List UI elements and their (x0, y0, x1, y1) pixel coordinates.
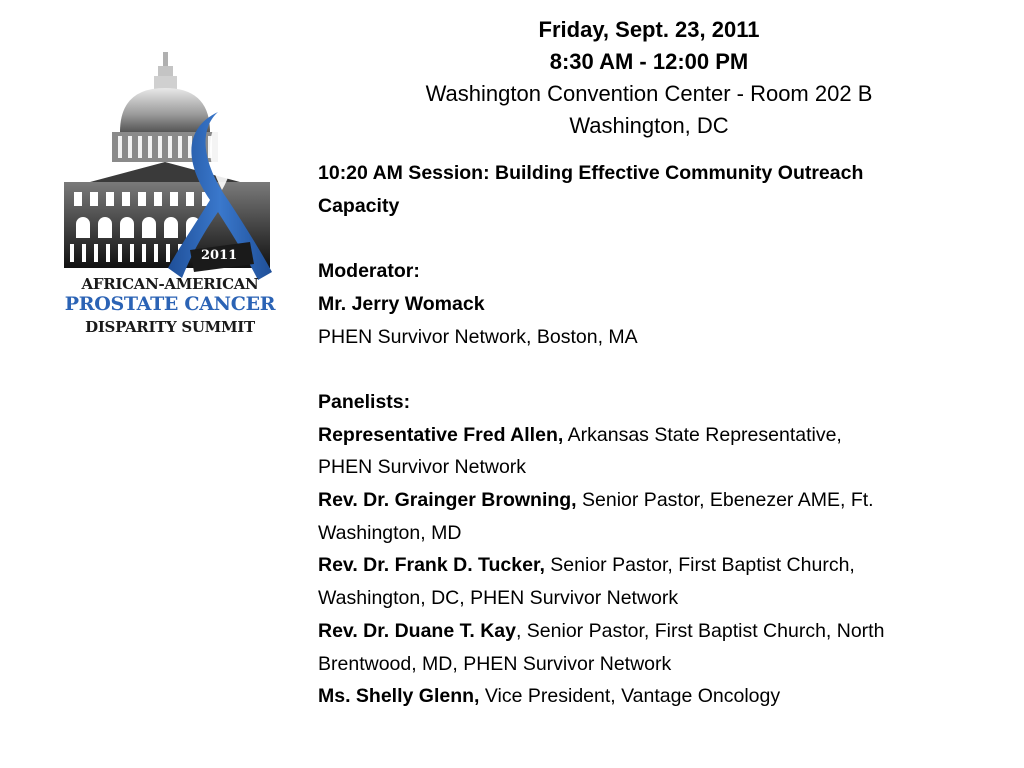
logo-text-line1: AFRICAN-AMERICAN (81, 275, 259, 293)
dome-shape (120, 88, 210, 132)
panelist-entry (318, 549, 1008, 582)
event-time: 8:30 AM - 12:00 PM (549, 49, 749, 74)
logo-text-line2: PROSTATE CANCER (64, 293, 276, 315)
moderator-name: Mr. Jerry Womack (318, 292, 485, 315)
panelist-name: Ms. Shelly Glenn, (318, 685, 480, 708)
panelist-name: Rev. Dr. Grainger Browning, (318, 489, 577, 511)
panelist-affiliation-cont: Brentwood, MD, PHEN Survivor Network (318, 652, 672, 675)
panelist-affiliation: Senior Pastor, First Baptist Church, (544, 554, 855, 577)
panelist-name: Rev. Dr. Duane T. Kay (318, 619, 516, 642)
panelist-entry (318, 419, 1008, 452)
event-venue: Washington Convention Center - Room 202 B (425, 81, 873, 106)
panelist-affiliation-cont: Washington, DC, PHEN Survivor Network (318, 587, 679, 610)
panelist-entry (318, 484, 1008, 517)
panelist-name: Representative Fred Allen, (318, 423, 564, 446)
session-details (318, 157, 1008, 713)
logo-text-line3: DISPARITY SUMMIT (85, 318, 255, 336)
event-city: Washington, DC (569, 113, 729, 138)
panelist-affiliation: Vice President, Vantage Oncology (479, 685, 781, 708)
statue-shape (163, 52, 168, 66)
session-title-line2: Capacity (318, 194, 400, 217)
moderator-heading: Moderator: (318, 260, 420, 283)
summit-logo (50, 50, 290, 340)
panelist-entry (318, 680, 1008, 713)
session-title-line1: 10:20 AM Session: Building Effective Community Outreach (318, 162, 864, 184)
panelist-affiliation: Senior Pastor, Ebenezer AME, Ft. (576, 489, 874, 511)
event-header (300, 14, 998, 142)
moderator-affiliation: PHEN Survivor Network, Boston, MA (318, 325, 638, 348)
panelist-affiliation: Arkansas State Representative, (563, 423, 842, 446)
capitol-ribbon-graphic (50, 50, 290, 280)
panelists-heading: Panelists: (318, 390, 411, 413)
panelist-entry (318, 615, 1008, 648)
event-date: Friday, Sept. 23, 2011 (538, 17, 760, 42)
panelist-name: Rev. Dr. Frank D. Tucker, (318, 554, 545, 577)
panelist-affiliation-cont: Washington, MD (318, 521, 462, 544)
logo-year: 2011 (201, 248, 238, 263)
panelist-affiliation-cont: PHEN Survivor Network (318, 456, 527, 479)
panelist-affiliation: , Senior Pastor, First Baptist Church, North (515, 619, 885, 642)
